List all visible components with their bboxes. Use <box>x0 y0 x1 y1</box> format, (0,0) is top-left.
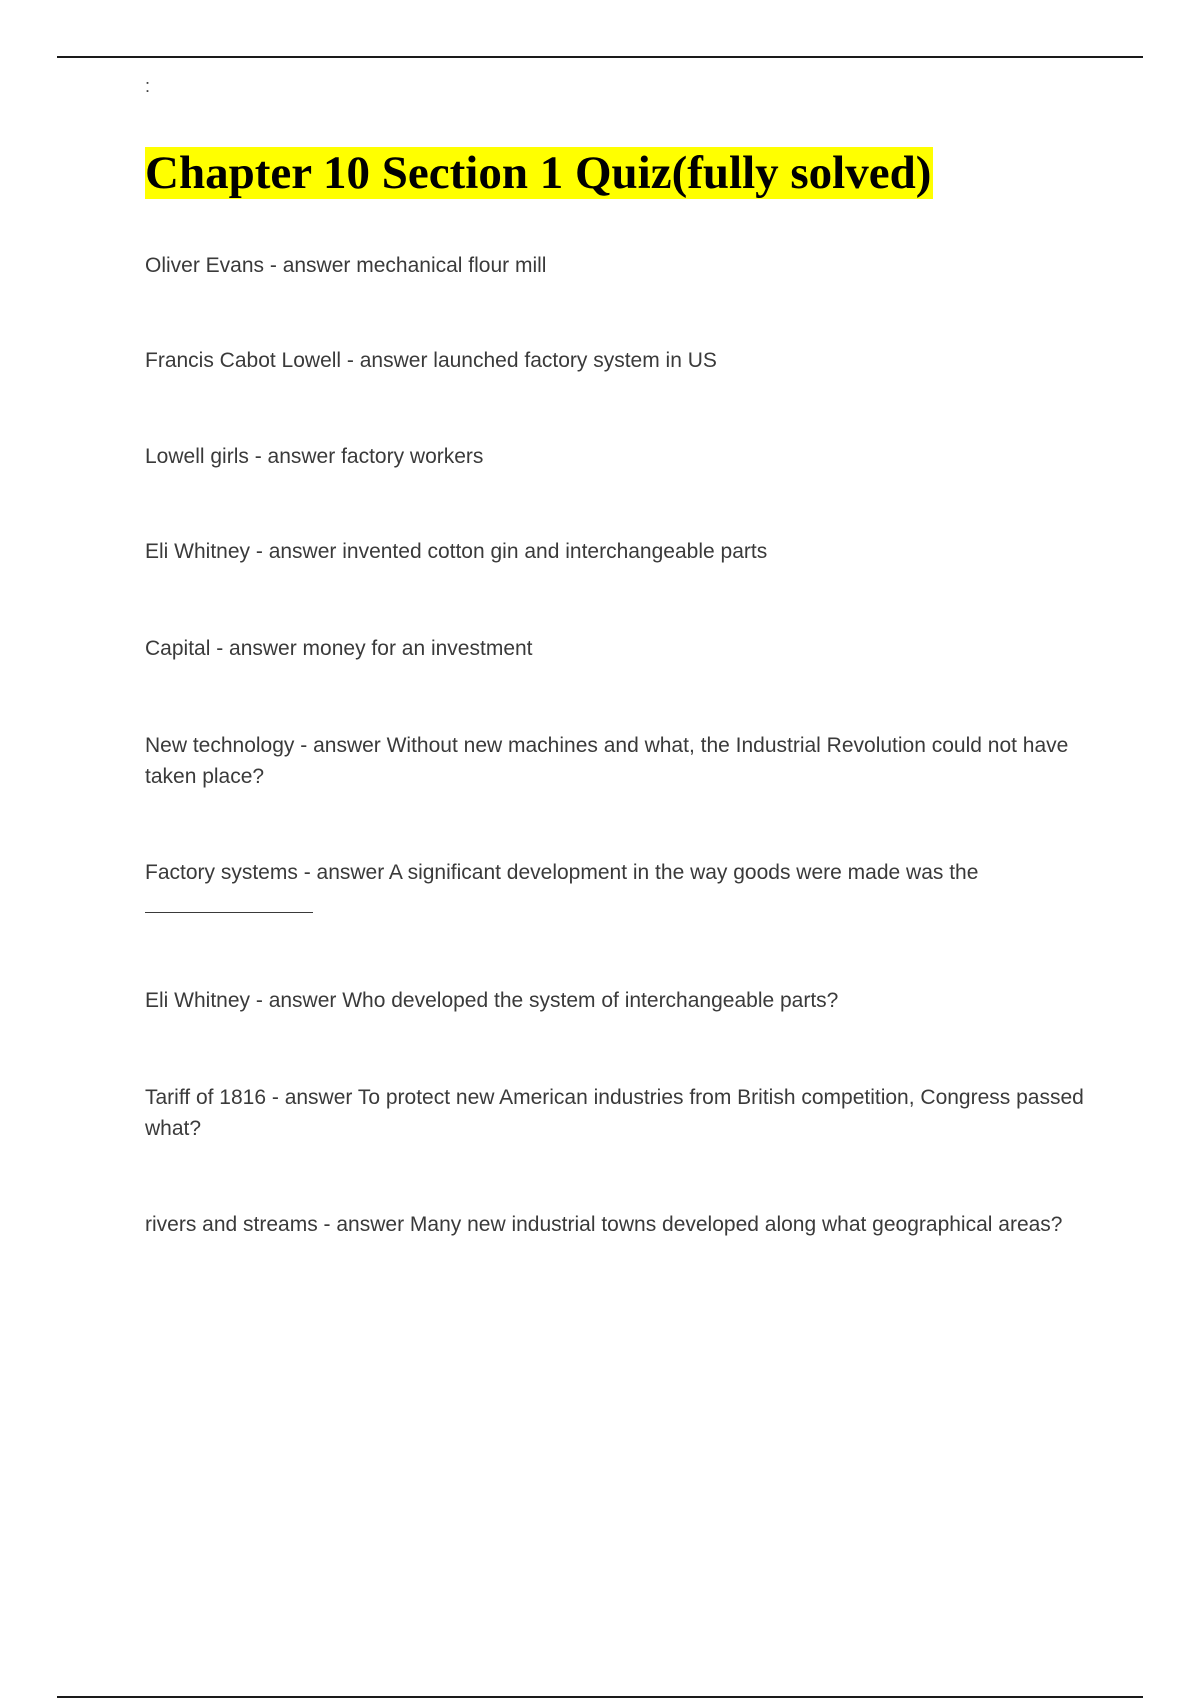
quiz-item: Oliver Evans - answer mechanical flour mill <box>145 254 547 277</box>
quiz-item: Factory systems - answer A significant development in the way goods were made was the <box>145 861 979 884</box>
quiz-item: Lowell girls - answer factory workers <box>145 445 484 468</box>
answer-blank-line <box>145 912 313 913</box>
quiz-item: Tariff of 1816 - answer To protect new American industries from British competition, Congress passed what? <box>145 1086 1084 1140</box>
quiz-item: Francis Cabot Lowell - answer launched factory system in US <box>145 349 717 372</box>
quiz-item: Capital - answer money for an investment <box>145 637 533 660</box>
quiz-item: rivers and streams - answer Many new industrial towns developed along what geographical areas? <box>145 1213 1063 1236</box>
quiz-item: Eli Whitney - answer Who developed the system of interchangeable parts? <box>145 989 839 1012</box>
quiz-item-with-blank <box>145 857 1085 913</box>
quiz-item: New technology - answer Without new machines and what, the Industrial Revolution could not have taken place? <box>145 734 1069 788</box>
page-title <box>145 144 933 202</box>
quiz-item: Eli Whitney - answer invented cotton gin and interchangeable parts <box>145 540 768 563</box>
title-highlight: Chapter 10 Section 1 Quiz(fully solved) <box>145 147 932 199</box>
header-mark: : <box>145 76 151 96</box>
top-rule <box>57 56 1143 58</box>
bottom-rule <box>57 1696 1143 1698</box>
